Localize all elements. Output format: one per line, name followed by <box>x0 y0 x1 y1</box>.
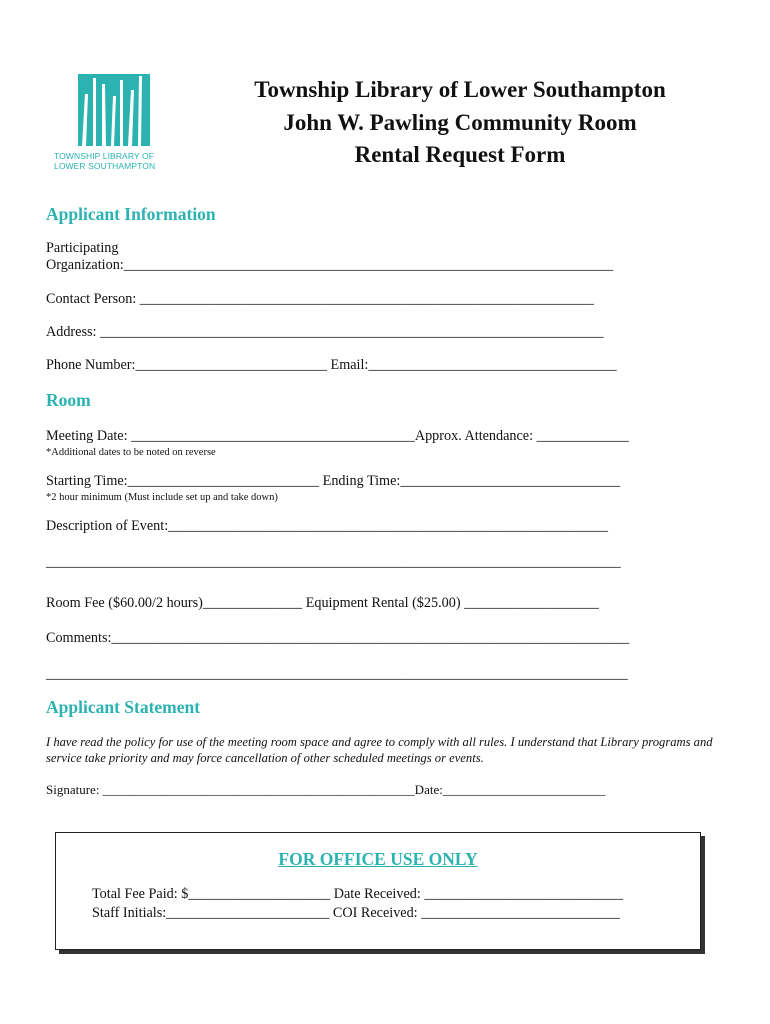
comments-extra-line[interactable]: __________________________________________________________________________________ <box>46 666 628 682</box>
description-field[interactable]: Description of Event:______________________________________________________________ <box>46 518 608 534</box>
meeting-date-attendance-field[interactable]: Meeting Date: ________________________________________Approx. Attendance: _____________ <box>46 428 629 444</box>
organization-field[interactable]: Organization:_____________________________________________________________________ <box>46 257 614 273</box>
title-line-2: John W. Pawling Community Room <box>283 109 637 135</box>
comments-field[interactable]: Comments:_________________________________________________________________________ <box>46 630 630 646</box>
signature-date-field[interactable]: Signature: ________________________________________________Date:_________________________ <box>46 782 606 797</box>
address-field[interactable]: Address: _______________________________________________________________________ <box>46 324 604 340</box>
contact-person-field[interactable]: Contact Person: ________________________________________________________________ <box>46 291 594 307</box>
form-title <box>190 74 730 172</box>
applicant-statement-heading: Applicant Statement <box>46 697 201 717</box>
logo-wordmark <box>54 151 184 171</box>
staff-initials-coi-field[interactable]: Staff Initials:_______________________ COI Received: ____________________________ <box>92 905 620 921</box>
title-line-3: Rental Request Form <box>354 142 566 167</box>
phone-email-field[interactable]: Phone Number:___________________________ Email:___________________________________ <box>46 357 617 373</box>
office-use-heading: FOR OFFICE USE ONLY <box>278 849 478 869</box>
description-extra-line[interactable]: _________________________________________________________________________________ <box>46 554 621 570</box>
office-use-box <box>55 832 701 950</box>
logo-line-2: LOWER SOUTHAMPTON <box>54 161 156 171</box>
fees-field[interactable]: Room Fee ($60.00/2 hours)______________ Equipment Rental ($25.00) ___________________ <box>46 595 599 611</box>
room-heading: Room <box>46 390 91 410</box>
time-minimum-note: *2 hour minimum (Must include set up and take down) <box>46 492 278 503</box>
organization-label: Participating <box>46 240 119 256</box>
logo-line-1: TOWNSHIP LIBRARY OF <box>54 151 154 161</box>
book-spines-logo-icon <box>78 74 150 146</box>
statement-text: I have read the policy for use of the meeting room space and agree to comply with all rules. I understand that Library programs and service take priority and may force cancellation of other scheduled meetings or events. <box>46 735 713 765</box>
applicant-info-heading: Applicant Information <box>46 204 216 224</box>
meeting-date-note: *Additional dates to be noted on reverse <box>46 447 216 458</box>
title-line-1: Township Library of Lower Southampton <box>254 77 666 102</box>
start-end-time-field[interactable]: Starting Time:___________________________ Ending Time:_______________________________ <box>46 473 621 489</box>
fee-paid-date-received-field[interactable]: Total Fee Paid: $____________________ Date Received: ____________________________ <box>92 886 623 902</box>
